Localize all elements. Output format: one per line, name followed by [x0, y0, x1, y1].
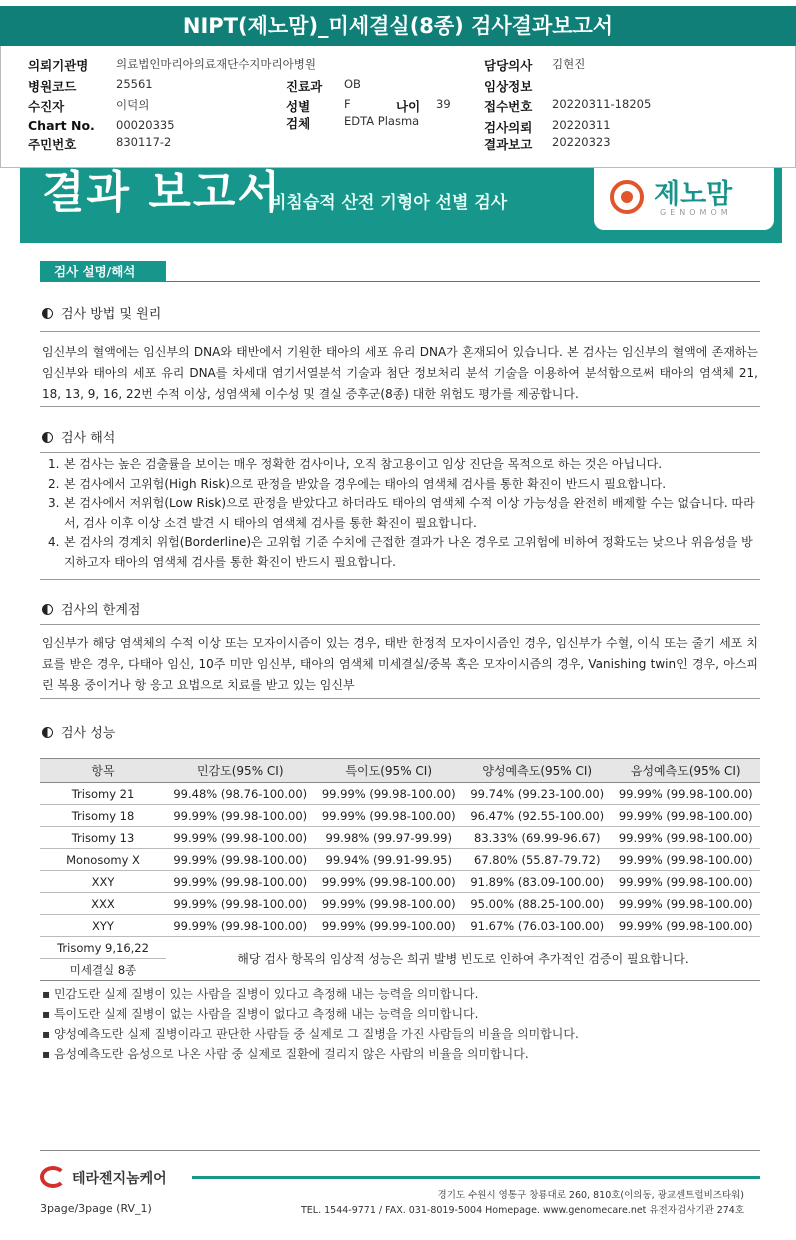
table-row: XXY 99.99% (99.98-100.00) 99.99% (99.98-100.00) 91.89% (83.09-100.00) 99.99% (99.98-100.00) [40, 871, 760, 893]
limitations-rule-top [40, 624, 760, 625]
genomom-logo [594, 168, 774, 230]
interpretation-header [42, 427, 115, 446]
request-label: 검사의뢰 [484, 120, 533, 135]
company-name: 테라젠지놈케어 [72, 1171, 167, 1187]
method-header [42, 303, 161, 322]
table-row: Trisomy 18 99.99% (99.98-100.00) 99.99% (99.98-100.00) 96.47% (92.55-100.00) 99.99% (99.98-100.00) [40, 805, 760, 827]
request-value: 20220311 [552, 118, 611, 132]
patient-info [28, 52, 788, 152]
half-circle-icon [42, 604, 53, 615]
footer-address: 경기도 수원시 영통구 창룡대로 260, 810호(이의동, 광교센트럴비즈타워) [437, 1190, 744, 1201]
banner-heading: 결과 보고서 [42, 168, 282, 218]
definition-item: ▪ 특이도란 실제 질병이 없는 사람을 질병이 없다고 측정해 내는 능력을 의미합니다. [42, 1007, 479, 1021]
examinee-value: 이덕의 [116, 98, 150, 112]
performance-title: 검사 성능 [61, 726, 116, 741]
half-circle-icon [42, 727, 53, 738]
half-circle-icon [42, 432, 53, 443]
table-row: Trisomy 21 99.48% (98.76-100.00) 99.99% (99.98-100.00) 99.74% (99.23-100.00) 99.99% (99.98-100.00) [40, 783, 760, 805]
age-value: 39 [436, 97, 451, 111]
specimen-value: EDTA Plasma [344, 114, 420, 128]
col-header: 특이도(95% CI) [315, 759, 464, 783]
examinee-label: 수진자 [28, 99, 65, 114]
definition-item: ▪ 민감도란 실제 질병이 있는 사람을 질병이 있다고 측정해 내는 능력을 의미합니다. [42, 987, 479, 1001]
clinical-label: 임상정보 [484, 79, 533, 94]
sex-label: 성별 [286, 99, 311, 114]
table-row: Trisomy 13 99.99% (99.98-100.00) 99.98% (99.97-99.99) 83.33% (69.99-96.67) 99.99% (99.98-100.00) [40, 827, 760, 849]
chart-value: 00020335 [116, 118, 175, 132]
definition-item: ▪ 음성예측도란 음성으로 나온 사람 중 실제로 질환에 걸리지 않은 사람의 비율을 의미합니다. [42, 1047, 529, 1061]
table-row: Trisomy 9,16,22 해당 검사 항목의 임상적 성능은 희귀 발병 빈도로 인하여 추가적인 검증이 필요합니다. [40, 937, 760, 959]
table-row: Monosomy X 99.99% (99.98-100.00) 99.94% (99.91-99.95) 67.80% (55.87-79.72) 99.99% (99.98-100.00) [40, 849, 760, 871]
section-tag: 검사 설명/해석 [40, 261, 166, 282]
list-item: 1. 본 검사는 높은 검출률을 보이는 매우 정확한 검사이나, 오직 참고용이고 임상 진단을 목적으로 하는 것은 아닙니다. [48, 457, 663, 471]
col-header: 양성예측도(95% CI) [463, 759, 612, 783]
table-row: 미세결실 8종 [40, 959, 760, 981]
section-divider [40, 281, 760, 282]
institution-label: 의뢰기관명 [28, 58, 89, 73]
hospital-code-value: 25561 [116, 77, 153, 91]
definitions-list [42, 984, 579, 1064]
method-text: 임신부의 혈액에는 임신부의 DNA와 태반에서 기원한 태아의 세포 유리 DNA가 혼재되어 있습니다. 본 검사는 임신부의 혈액에 존재하는 임신부와 태아의 세포 유리 DNA를 차세대 염기서열분석 기술과 첨단 정보처리 분석 기술을 이용하여 분석함으로써 태아의 염색체 21, 18, 13, 9, 16, 22번 수적 이상, 성염색체 이수성 및 결실 증후군(8종) 대한 위험도 평가를 제공합니다. [42, 345, 758, 401]
footer-address-block [301, 1188, 744, 1218]
definition-item: ▪ 양성예측도란 실제 질병이라고 판단한 사람들 중 실제로 그 질병을 가진 사람들의 비율을 의미합니다. [42, 1027, 579, 1041]
sex-value: F [344, 97, 351, 111]
chart-label: Chart No. [28, 118, 95, 133]
method-rule-top [40, 331, 760, 332]
resident-label: 주민번호 [28, 137, 77, 152]
result-value: 20220323 [552, 135, 611, 149]
doctor-value: 김현진 [552, 57, 586, 71]
table-row: XYY 99.99% (99.98-100.00) 99.99% (99.99-100.00) 91.67% (76.03-100.00) 99.99% (99.98-100.00) [40, 915, 760, 937]
page-number: 3page/3page (RV_1) [40, 1202, 152, 1215]
col-header: 음성예측도(95% CI) [612, 759, 761, 783]
interpretation-rule-bottom [40, 579, 760, 580]
interpretation-title: 검사 해석 [61, 431, 116, 446]
resident-value: 830117-2 [116, 135, 172, 149]
limitations-text: 임신부가 해당 염색체의 수적 이상 또는 모자이시즘이 있는 경우, 태반 한정적 모자이시즘인 경우, 임신부가 수혈, 이식 또는 줄기 세포 치료를 받은 경우, 다태아 임신, 10주 미만 임신부, 태아의 염색체 미세결실/중복 혹은 모자이시즘의 경우, Vanishing twin인 경우, 아스피린 복용 중이거나 항 응고 요법으로 치료를 받고 있는 임신부 [42, 636, 758, 692]
list-item: 3. 본 검사에서 저위험(Low Risk)으로 판정을 받았다고 하더라도 태아의 염색체 수적 이상 가능성을 완전히 배제할 수는 없습니다. 따라서, 검사 이후 이상 소견 발견 시 태아의 염색체 검사를 통한 확진이 필요합니다. [48, 496, 755, 530]
performance-note: 해당 검사 항목의 임상적 성능은 희귀 발병 빈도로 인하여 추가적인 검증이 필요합니다. [166, 937, 760, 981]
doctor-label: 담당의사 [484, 58, 533, 73]
interpretation-list [48, 455, 760, 573]
hospital-code-label: 병원코드 [28, 79, 77, 94]
result-label: 결과보고 [484, 137, 533, 152]
half-circle-icon [42, 308, 53, 319]
col-header: 민감도(95% CI) [166, 759, 315, 783]
list-item: 2. 본 검사에서 고위험(High Risk)으로 판정을 받았을 경우에는 태아의 염색체 검사를 통한 확진이 반드시 필요합니다. [48, 476, 667, 491]
method-title: 검사 방법 및 원리 [61, 307, 162, 322]
table-row: XXX 99.99% (99.98-100.00) 99.99% (99.98-100.00) 95.00% (88.25-100.00) 99.99% (99.98-100.00) [40, 893, 760, 915]
banner-subheading: 비침습적 산전 기형아 선별 검사 [270, 193, 508, 213]
specimen-label: 검체 [286, 116, 311, 131]
report-title: NIPT(제노맘)_미세결실(8종) 검사결과보고서 [0, 6, 796, 46]
logo-text: 제노맘 [654, 179, 733, 210]
limitations-header [42, 599, 140, 618]
table-header-row [40, 759, 760, 783]
footer-divider [40, 1150, 760, 1151]
performance-table [40, 758, 760, 981]
receipt-label: 접수번호 [484, 99, 533, 114]
performance-header [42, 722, 115, 741]
age-label: 나이 [396, 99, 421, 114]
list-item: 4. 본 검사의 경계치 위험(Borderline)은 고위험 기준 수치에 근접한 결과가 나온 경우로 고위험에 비하여 정확도는 낮으나 위음성을 방지하고자 태아의 염색체 검사를 통한 확진이 반드시 필요합니다. [48, 535, 753, 569]
method-rule-bottom [40, 406, 760, 407]
g-logo-icon [40, 1166, 66, 1188]
receipt-value: 20220311-18205 [552, 97, 652, 111]
limitations-title: 검사의 한계점 [61, 603, 141, 618]
logo-subtext: GENOMOM [660, 208, 732, 217]
department-value: OB [344, 77, 361, 91]
report-banner [20, 168, 782, 243]
department-label: 진료과 [286, 79, 323, 94]
col-header: 항목 [40, 759, 166, 783]
limitations-rule-bottom [40, 698, 760, 699]
footer-accent-line [192, 1176, 760, 1179]
footer-contact: TEL. 1544-9771 / FAX. 031-8019-5004 Homepage. www.genomecare.net 유전자검사기관 274호 [300, 1205, 744, 1216]
interpretation-rule-top [40, 452, 760, 453]
logo-circle-icon [610, 180, 644, 214]
institution-value: 의료법인마리아의료재단수지마리아병원 [116, 57, 316, 71]
